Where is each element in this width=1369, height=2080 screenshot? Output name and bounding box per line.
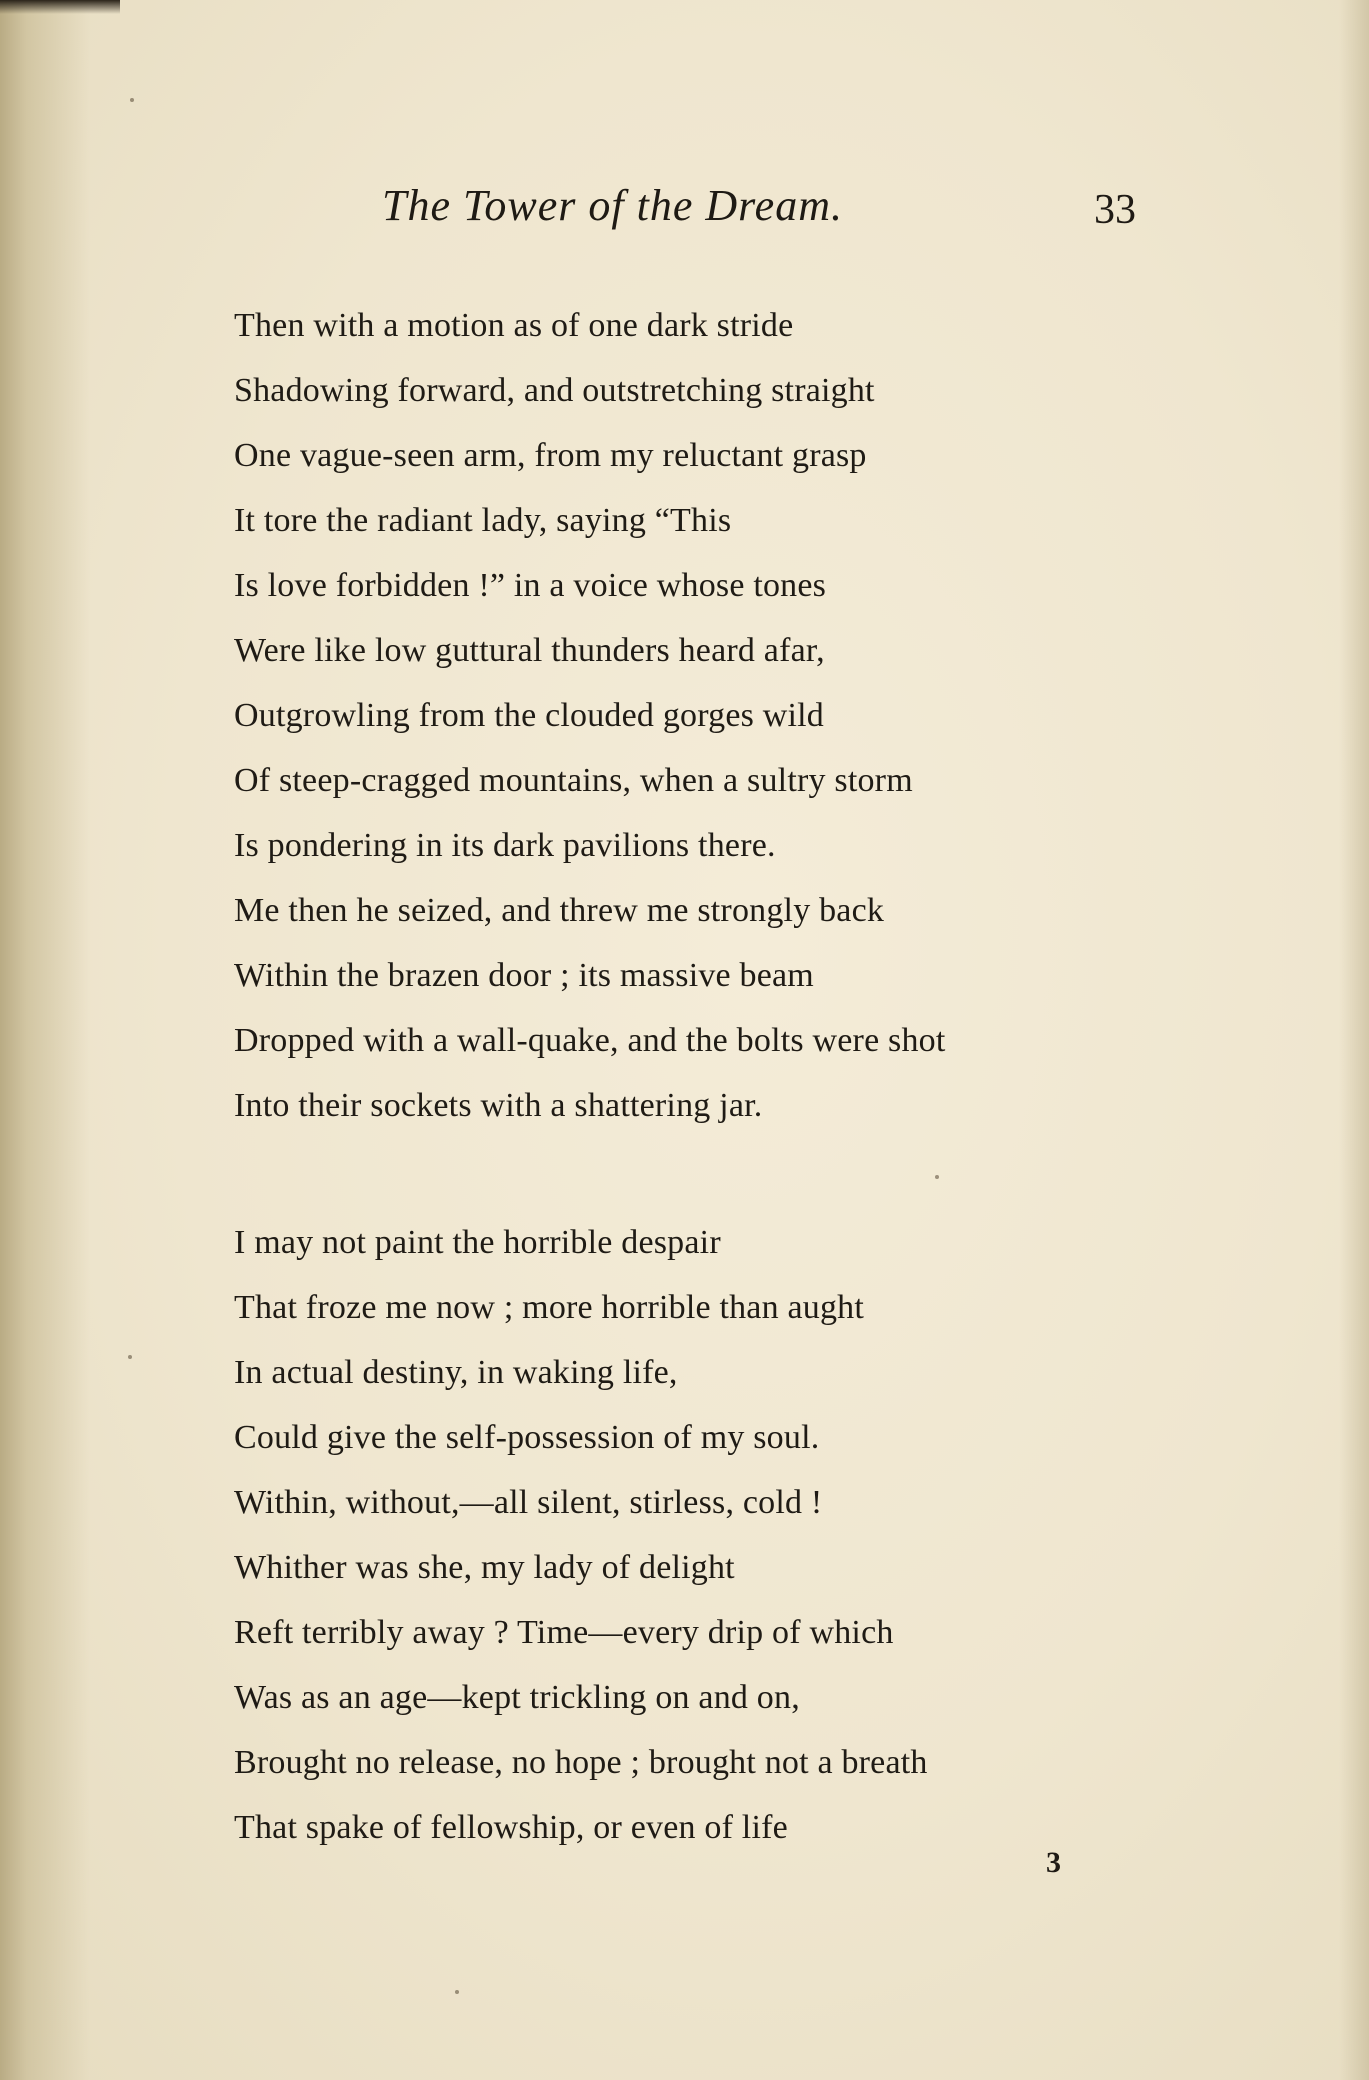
gutter-shadow [0,0,90,2080]
verse-line: Dropped with a wall-quake, and the bolts were shot [234,1022,946,1059]
verse-line: That froze me now ; more horrible than aught [234,1289,865,1326]
verse-line: Shadowing forward, and outstretching straight [234,372,875,409]
verse-line: Outgrowling from the clouded gorges wild [234,697,825,734]
paper-speck [128,1355,132,1359]
verse-line: Is pondering in its dark pavilions there. [234,827,776,864]
verse-line: It tore the radiant lady, saying “This [234,502,732,539]
verse-line: Is love forbidden !” in a voice whose tones [234,567,827,604]
verse-line: Me then he seized, and threw me strongly back [234,892,885,929]
verse-line: Reft terribly away ? Time—every drip of which [234,1614,894,1651]
verse-line: Could give the self-possession of my soul. [234,1419,820,1456]
stanza [234,1210,1134,1860]
paper-speck [935,1175,939,1179]
verse-line: Brought no release, no hope ; brought not a breath [234,1744,928,1781]
page-edge-shadow [0,0,120,14]
running-title: The Tower of the Dream. [382,181,843,230]
verse-line: In actual destiny, in waking life, [234,1354,678,1391]
verse-line: Were like low guttural thunders heard afar, [234,632,825,669]
verse-line: Of steep-cragged mountains, when a sultry storm [234,762,913,799]
paper-speck [455,1990,459,1994]
page-header [0,180,1369,240]
verse-line: Then with a motion as of one dark stride [234,307,794,344]
verse-line: I may not paint the horrible despair [234,1224,721,1261]
verse-line: Into their sockets with a shattering jar. [234,1087,763,1124]
verse-line: Was as an age—kept trickling on and on, [234,1679,800,1716]
verse-line: Within the brazen door ; its massive beam [234,957,814,994]
verse-line: Within, without,—all silent, stirless, cold ! [234,1484,823,1521]
verse-line: One vague-seen arm, from my reluctant grasp [234,437,867,474]
paper-speck [130,98,134,102]
verse-line: That spake of fellowship, or even of life [234,1809,788,1846]
verse-line: Whither was she, my lady of delight [234,1549,735,1586]
stanza [234,293,1134,1138]
page-number: 33 [1094,187,1136,233]
page-edge-right [1339,0,1369,2080]
signature-mark: 3 [1046,1846,1061,1879]
